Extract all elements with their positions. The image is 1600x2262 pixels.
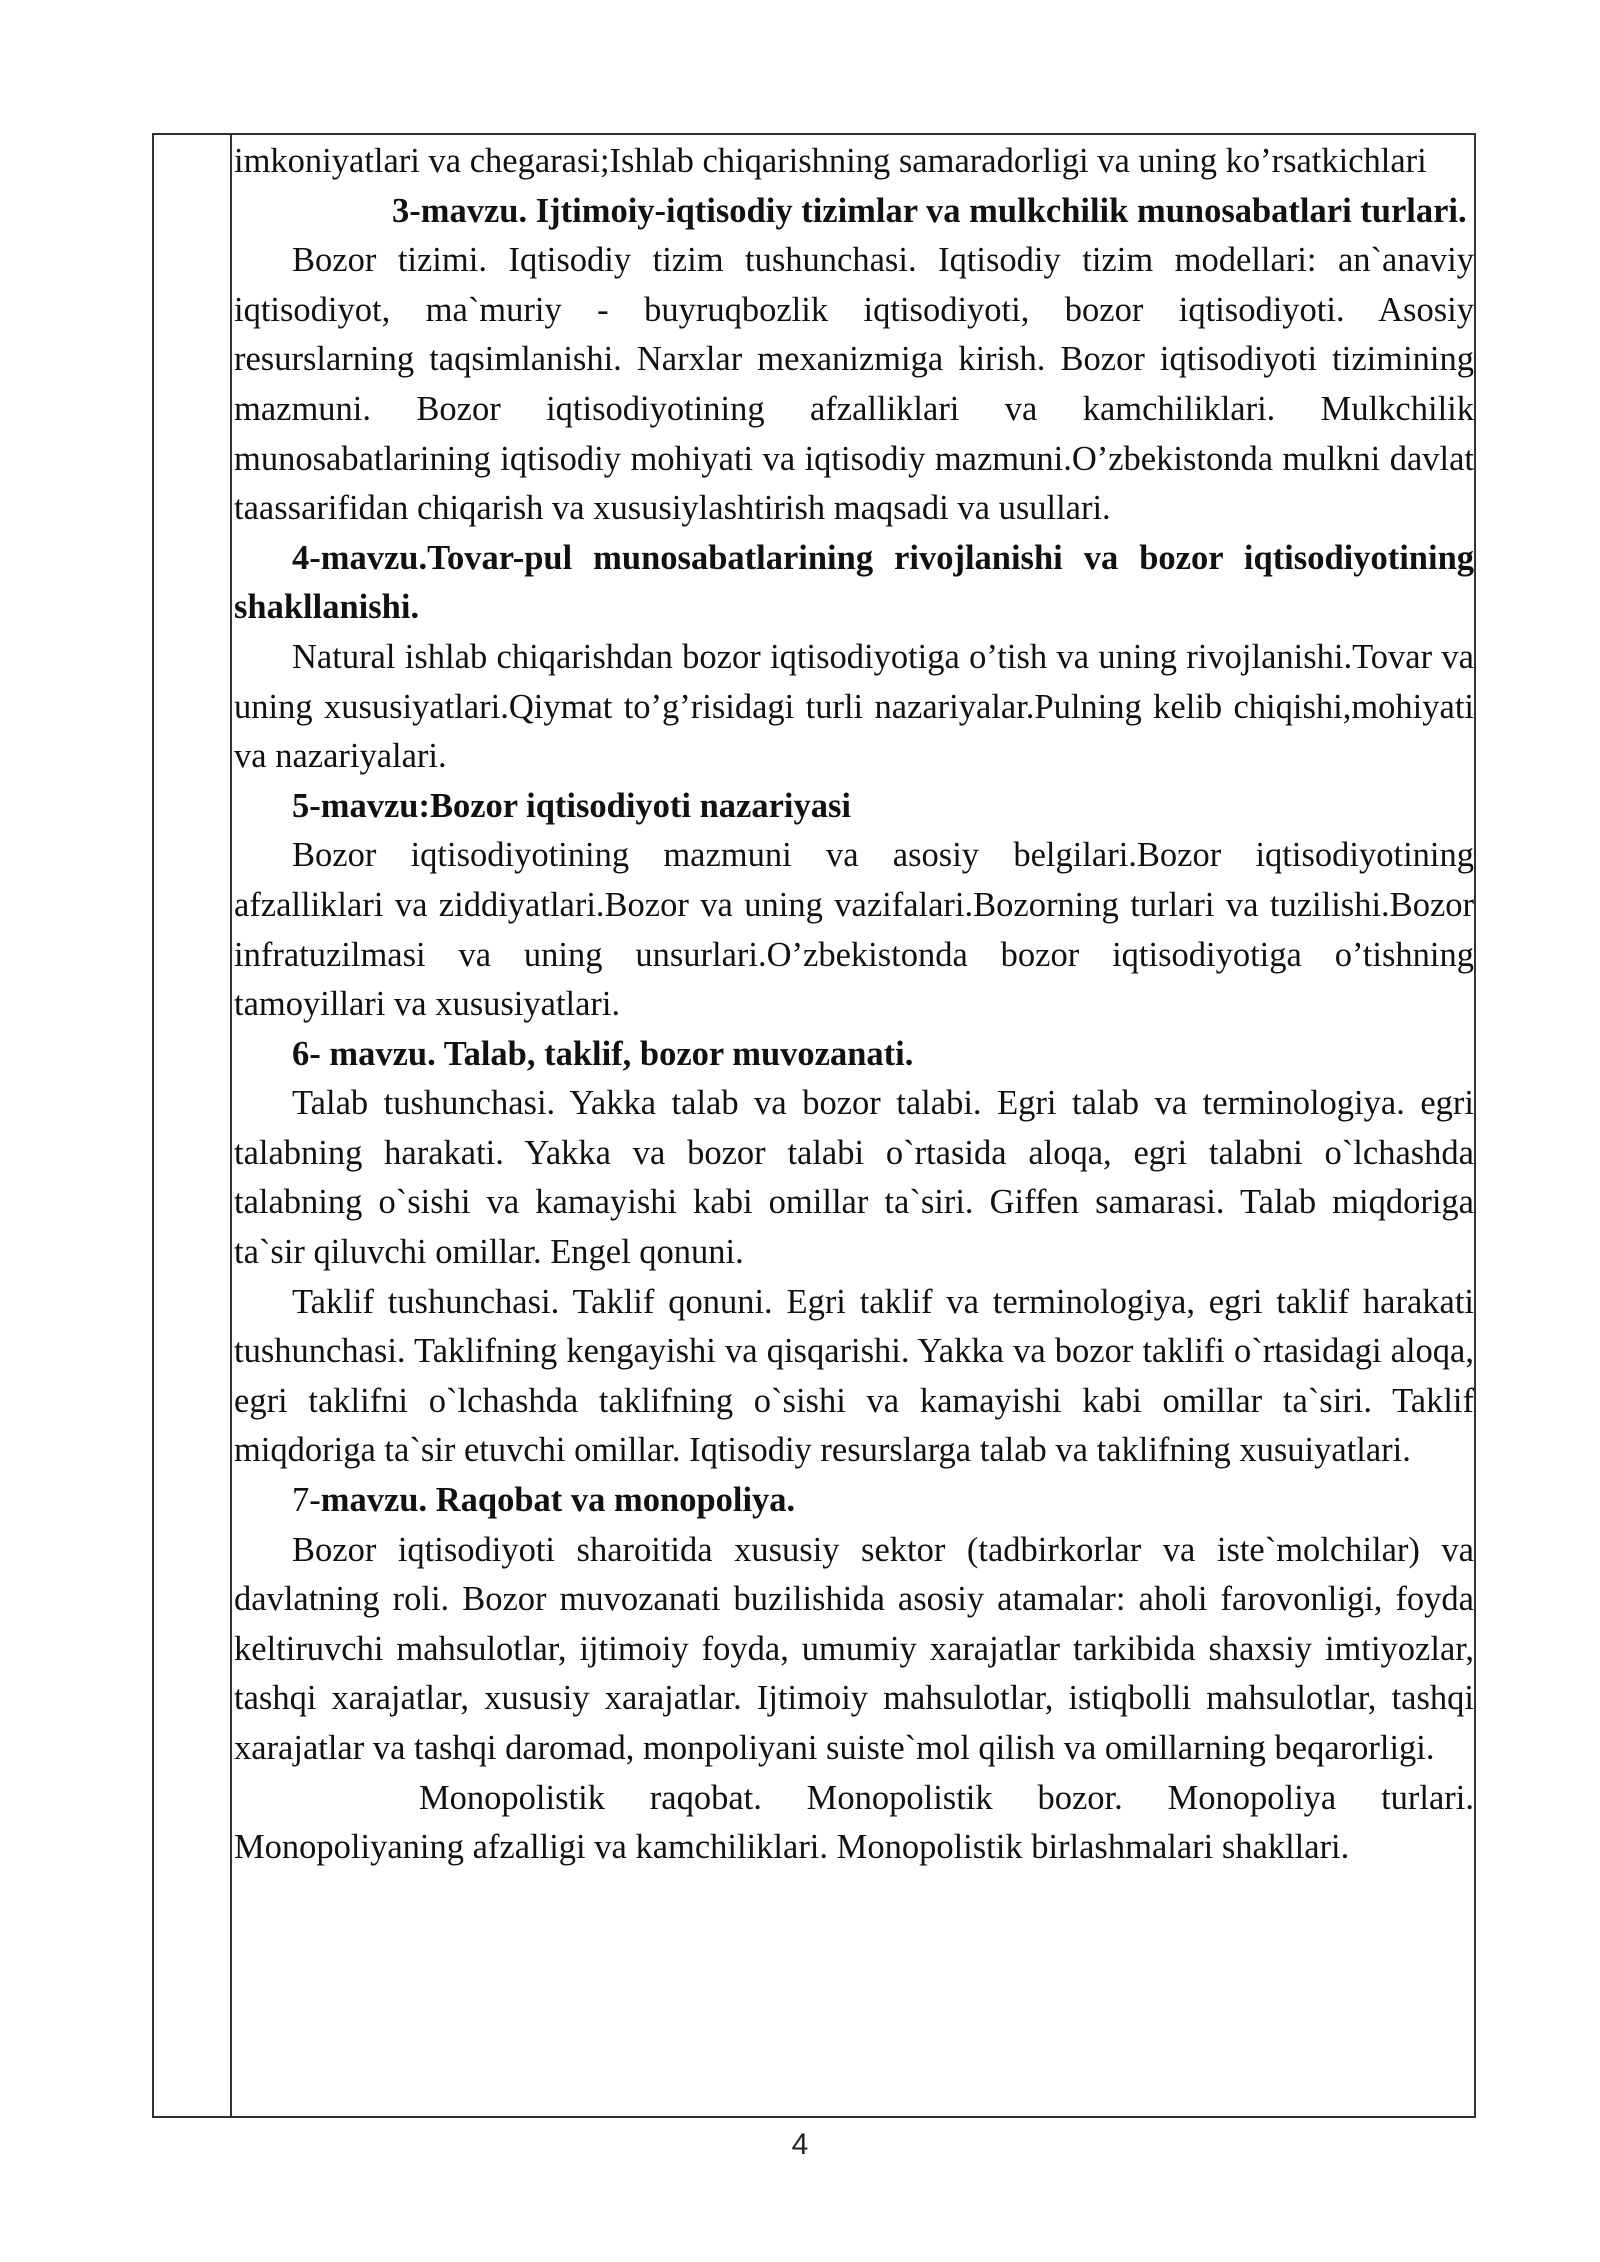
topic-7-body-1: Bozor iqtisodiyoti sharoitida xususiy sektor (tadbirkorlar va iste`molchilar) va davlatning roli. Bozor muvozanati buzilishida asosiy atamalar: aholi farovonligi, foyda keltiruvchi mahsulotlar, ijtimoiy foyda, umumiy xarajatlar tarkibida shaxsiy imtiyozlar, tashqi xarajatlar, xususiy xarajatlar. Ijtimoiy mahsulotlar, istiqbolli mahsulotlar, tashqi xarajatlar va tashqi daromad, monpoliyani suiste`mol qilish va omillarning beqarorligi. (234, 1530, 1474, 1767)
topic-6-body-2: Taklif tushunchasi. Taklif qonuni. Egri taklif va terminologiya, egri taklif harakati tushunchasi. Taklifning kengayishi va qisqarishi. Yakka va bozor taklifi o`rtasidagi aloqa, egri taklifni o`lchashda taklifning o`sishi va kamayishi kabi omillar ta`siri. Taklif miqdoriga ta`sir etuvchi omillar. Iqtisodiy resurslarga talab va taklifning xusuiyatlari. (234, 1282, 1474, 1470)
table-content-cell (234, 137, 1474, 2116)
topic-7-title-prefix: 7- (292, 1481, 321, 1520)
topic-4-body: Natural ishlab chiqarishdan bozor iqtisodiyotiga o’tish va uning rivojlanishi.Tovar va uning xususiyatlari.Qiymat to’g’risidagi turli nazariyalar.Pulning kelib chiqishi,mohiyati va nazariyalari. (234, 637, 1474, 776)
topic-7-body-2: Monopolistik raqobat. Monopolistik bozor. Monopoliya turlari. Monopoliyaning afzalligi va kamchiliklari. Monopolistik birlashmalari shakllari. (234, 1778, 1474, 1867)
topic-7-title (234, 1476, 1474, 1526)
topic-6-title: 6- mavzu. Talab, taklif, bozor muvozanati. (292, 1034, 914, 1073)
topic-7-title-rest: mavzu. Raqobat va monopoliya. (320, 1481, 796, 1520)
table-left-column (154, 135, 232, 2116)
content-table (152, 133, 1476, 2118)
topic-5-body: Bozor iqtisodiyotining mazmuni va asosiy belgilari.Bozor iqtisodiyotining afzalliklari va ziddiyatlari.Bozor va uning vazifalari.Bozorning turlari va tuzilishi.Bozor infratuzilmasi va uning unsurlari.O’zbekistonda bozor iqtisodiyotiga o’tishning tamoyillari va xususiyatlari. (234, 836, 1474, 1024)
topic-3-body: Bozor tizimi. Iqtisodiy tizim tushunchasi. Iqtisodiy tizim modellari: an`anaviy iqtisodiyot, ma`muriy - buyruqbozlik iqtisodiyoti, bozor iqtisodiyoti. Asosiy resurslarning taqsimlanishi. Narxlar mexanizmiga kirish. Bozor iqtisodiyoti tizimining mazmuni. Bozor iqtisodiyotining afzalliklari va kamchiliklari. Mulkchilik munosabatlarining iqtisodiy mohiyati va iqtisodiy mazmuni.O’zbekistonda mulkni davlat taassarifidan chiqarish va xususiylashtirish maqsadi va usullari. (234, 241, 1474, 528)
topic-5-title: 5-mavzu:Bozor iqtisodiyoti nazariyasi (292, 786, 852, 825)
topic-3-title: 3-mavzu. Ijtimoiy-iqtisodiy tizimlar va mulkchilik munosabatlari turlari. (392, 191, 1467, 230)
page-number: 4 (791, 2128, 809, 2161)
topic-4-title: 4-mavzu.Tovar-pul munosabatlarining rivojlanishi va bozor iqtisodiyotining shakllanishi. (234, 538, 1474, 627)
topic-6-body-1: Talab tushunchasi. Yakka talab va bozor talabi. Egri talab va terminologiya. egri talabning harakati. Yakka va bozor talabi o`rtasida aloqa, egri talabni o`lchashda talabning o`sishi va kamayishi kabi omillar ta`siri. Giffen samarasi. Talab miqdoriga ta`sir qiluvchi omillar. Engel qonuni. (234, 1084, 1474, 1272)
continuation-text: imkoniyatlari va chegarasi;Ishlab chiqarishning samaradorligi va uning ko’rsatkichlari (234, 142, 1427, 180)
